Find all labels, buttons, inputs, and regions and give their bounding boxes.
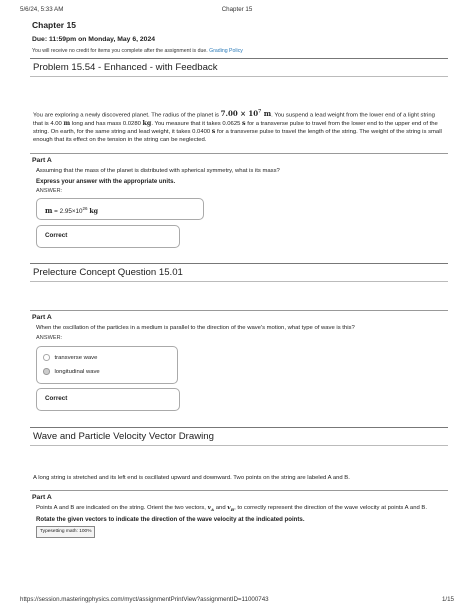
answer-value: $2.95\times 10^{26}$ [59, 205, 88, 215]
typesetting-status [36, 526, 446, 538]
vector-b-symbol: $v_B$ [227, 503, 235, 512]
choice-longitudinal[interactable]: longitudinal wave [43, 365, 171, 379]
late-credit-notice [32, 48, 446, 54]
part-a-body-2 [32, 324, 446, 411]
part-a-body-1 [32, 167, 446, 248]
typesetting-math-indicator: Typesetting math: 100% [36, 526, 95, 538]
answer-label: ANSWER: [36, 334, 63, 341]
choice-transverse[interactable]: transverse wave [43, 351, 171, 365]
correct-feedback: Correct [36, 388, 180, 411]
question-text: When the oscillation of the particles in a medium is parallel to the direction of the wave's motion, what type of wave is this? [36, 324, 355, 331]
answer-instruction: Express your answer with the appropriate units. [36, 177, 176, 185]
part-a-label-3: Part A [30, 490, 448, 501]
assignment-content [32, 16, 446, 538]
grading-policy-link[interactable]: Grading Policy [209, 48, 243, 54]
problem-title-1: Problem 15.54 - Enhanced - with Feedback [30, 58, 448, 77]
chapter-title: Chapter 15 [32, 20, 76, 30]
print-page-number: 1/15 [441, 596, 454, 603]
question-text: Assuming that the mass of the planet is distributed with spherical symmetry, what is its mass? [36, 167, 280, 174]
print-page-title: Chapter 15 [221, 6, 253, 13]
question-text: Points A and B are indicated on the string. Orient the two vectors, $v_A$ and $v_B$, to correctly represent the direction of the wave velocity at points A and B. [36, 503, 427, 512]
notice-text: You will receive no credit for items you complete after the assignment is due. [32, 48, 208, 54]
print-url: https://session.masteringphysics.com/myct/assignmentPrintView?assignmentID=11000743 [20, 596, 269, 603]
print-header [20, 6, 454, 16]
print-footer [20, 596, 454, 606]
part-a-label-1: Part A [30, 153, 448, 164]
radio-button[interactable] [43, 354, 50, 361]
problem-statement-1: You are exploring a newly discovered planet. The radius of the planet is $7.00 \times 10^7$ m. You suspend a lead weight from the lower end of a light string that is 4.00 m long and has mass 0.0280 kg. You measure that it takes 0.0625 s for a transverse pulse to travel from the lower end to the upper end of the string. On earth, for the same string and lead weight, it takes 0.0400 s for a transverse pulse to travel the length of the string. The weight of the string is small enough that its effect on the tension in the string can be neglected. [33, 109, 442, 144]
answer-field[interactable]: $m = 2.95\times 10^{26}$ kg [36, 198, 204, 220]
vector-a-symbol: $v_A$ [207, 503, 215, 512]
task-instruction: Rotate the given vectors to indicate the direction of the wave velocity at the indicated points. [36, 515, 305, 523]
part-a-label-2: Part A [30, 310, 448, 321]
problem-title-3: Wave and Particle Velocity Vector Drawing [30, 427, 448, 446]
answer-unit: kg [89, 207, 99, 215]
part-a-body-3 [32, 504, 446, 538]
answer-choices [36, 346, 178, 384]
radio-button-selected[interactable] [43, 368, 50, 375]
problem-title-2: Prelecture Concept Question 15.01 [30, 263, 448, 282]
problem-statement-3: A long string is stretched and its left end is oscillated upward and downward. Two points on the string are labeled A and B. [33, 474, 350, 481]
correct-feedback: Correct [36, 225, 180, 248]
print-datetime: 5/6/24, 5:33 AM [20, 6, 64, 13]
answer-label: ANSWER: [36, 187, 63, 194]
due-date: Due: 11:59pm on Monday, May 6, 2024 [32, 36, 156, 43]
